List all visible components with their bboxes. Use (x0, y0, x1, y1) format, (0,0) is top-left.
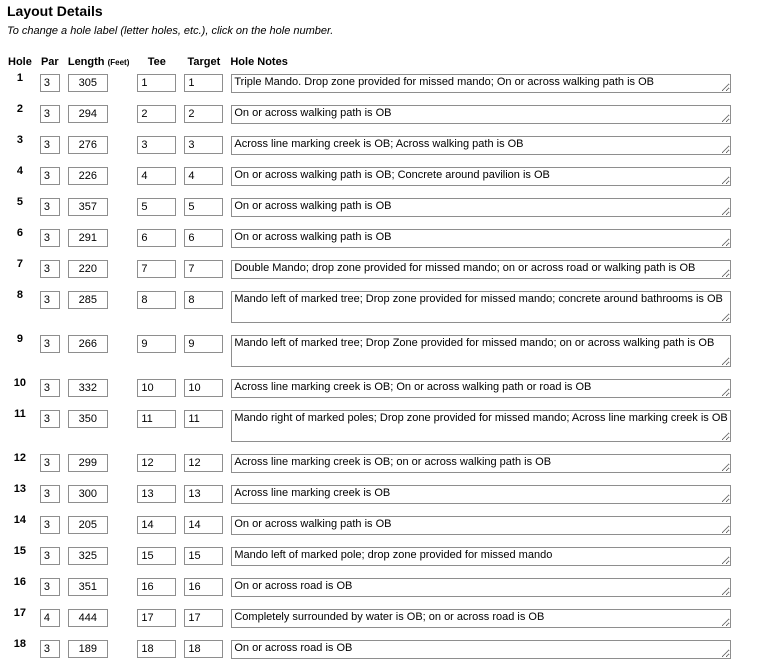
target-cell (180, 72, 227, 103)
notes-cell (227, 196, 735, 227)
target-input[interactable] (184, 335, 223, 353)
hole-number-cell (4, 134, 36, 165)
par-cell (36, 258, 64, 289)
hole-number-link[interactable]: 8 (16, 289, 23, 301)
target-input[interactable] (184, 454, 223, 472)
table-row (4, 333, 735, 377)
par-cell (36, 408, 64, 452)
par-input[interactable] (40, 229, 60, 247)
hole-notes-textarea[interactable] (231, 379, 731, 398)
hole-number-link[interactable]: 11 (14, 408, 26, 420)
notes-cell (227, 72, 735, 103)
hole-number-link[interactable]: 2 (16, 103, 23, 115)
tee-cell (133, 545, 180, 576)
hole-number-link[interactable]: 17 (13, 607, 27, 619)
tee-cell (133, 607, 180, 638)
target-input[interactable] (184, 136, 223, 154)
instructions-text: To change a hole label (letter holes, etc.), click on the hole number. (7, 25, 334, 37)
table-row (4, 196, 735, 227)
target-cell (180, 483, 227, 514)
hole-number-link[interactable]: 1 (16, 72, 23, 84)
tee-cell (133, 289, 180, 333)
table-row (4, 377, 735, 408)
par-input[interactable] (40, 291, 60, 309)
par-cell (36, 165, 64, 196)
tee-input[interactable] (137, 410, 176, 428)
length-cell (64, 72, 134, 103)
hole-notes-textarea[interactable] (231, 516, 731, 535)
par-input[interactable] (40, 167, 60, 185)
tee-input[interactable] (137, 485, 176, 503)
target-cell (180, 452, 227, 483)
length-cell (64, 258, 134, 289)
target-cell (180, 258, 227, 289)
hole-number-link[interactable]: 15 (13, 545, 27, 557)
table-row (4, 545, 735, 576)
target-input[interactable] (184, 198, 223, 216)
header-hole: Hole (8, 56, 32, 68)
length-input[interactable] (68, 547, 108, 565)
target-cell (180, 377, 227, 408)
tee-cell (133, 514, 180, 545)
hole-number-link[interactable]: 6 (16, 227, 23, 239)
length-cell (64, 545, 134, 576)
hole-number-link[interactable]: 3 (16, 134, 23, 146)
holes-table (4, 52, 735, 669)
par-input[interactable] (40, 335, 60, 353)
hole-notes-textarea[interactable] (231, 609, 731, 628)
par-input[interactable] (40, 640, 60, 658)
length-cell (64, 103, 134, 134)
tee-input[interactable] (137, 640, 176, 658)
hole-notes-textarea[interactable] (231, 229, 731, 248)
target-input[interactable] (184, 379, 223, 397)
tee-cell (133, 333, 180, 377)
hole-number-cell (4, 545, 36, 576)
par-cell (36, 452, 64, 483)
par-cell (36, 289, 64, 333)
notes-cell (227, 258, 735, 289)
tee-input[interactable] (137, 379, 176, 397)
table-row (4, 638, 735, 669)
hole-notes-textarea[interactable] (231, 260, 731, 279)
hole-number-link[interactable]: 18 (13, 638, 27, 650)
target-cell (180, 576, 227, 607)
length-input[interactable] (68, 335, 108, 353)
hole-number-cell (4, 377, 36, 408)
length-input[interactable] (68, 198, 108, 216)
par-cell (36, 333, 64, 377)
hole-notes-textarea[interactable] (231, 198, 731, 217)
target-cell (180, 289, 227, 333)
target-cell (180, 333, 227, 377)
length-cell (64, 165, 134, 196)
par-cell (36, 514, 64, 545)
tee-cell (133, 408, 180, 452)
table-row (4, 103, 735, 134)
par-cell (36, 377, 64, 408)
target-input[interactable] (184, 105, 223, 123)
hole-number-cell (4, 452, 36, 483)
hole-notes-textarea[interactable] (231, 74, 731, 93)
tee-cell (133, 227, 180, 258)
par-input[interactable] (40, 410, 60, 428)
par-input[interactable] (40, 547, 60, 565)
target-cell (180, 545, 227, 576)
hole-number-cell (4, 638, 36, 669)
target-input[interactable] (184, 516, 223, 534)
par-cell (36, 545, 64, 576)
target-input[interactable] (184, 640, 223, 658)
table-row (4, 576, 735, 607)
hole-number-cell (4, 72, 36, 103)
hole-number-cell (4, 514, 36, 545)
hole-number-cell (4, 196, 36, 227)
hole-number-link[interactable]: 4 (16, 165, 23, 177)
target-input[interactable] (184, 74, 223, 92)
hole-notes-textarea[interactable] (231, 167, 731, 186)
notes-cell (227, 483, 735, 514)
target-cell (180, 134, 227, 165)
par-input[interactable] (40, 485, 60, 503)
tee-cell (133, 258, 180, 289)
length-input[interactable] (68, 640, 108, 658)
tee-input[interactable] (137, 167, 176, 185)
tee-cell (133, 103, 180, 134)
length-cell (64, 638, 134, 669)
hole-notes-textarea[interactable] (231, 454, 731, 473)
par-input[interactable] (40, 105, 60, 123)
hole-number-cell (4, 576, 36, 607)
notes-cell (227, 638, 735, 669)
length-cell (64, 576, 134, 607)
par-cell (36, 134, 64, 165)
par-input[interactable] (40, 578, 60, 596)
par-cell (36, 103, 64, 134)
table-row (4, 289, 735, 333)
header-par: Par (40, 56, 59, 68)
header-row (4, 52, 735, 72)
hole-number-link[interactable]: 10 (13, 377, 27, 389)
length-cell (64, 607, 134, 638)
par-input[interactable] (40, 379, 60, 397)
tee-cell (133, 377, 180, 408)
par-cell (36, 227, 64, 258)
target-input[interactable] (184, 578, 223, 596)
target-input[interactable] (184, 229, 223, 247)
length-cell (64, 452, 134, 483)
notes-cell (227, 576, 735, 607)
hole-notes-textarea[interactable] (231, 578, 731, 597)
target-cell (180, 638, 227, 669)
hole-number-link[interactable]: 9 (16, 333, 23, 345)
hole-number-link[interactable]: 5 (16, 196, 23, 208)
par-cell (36, 72, 64, 103)
par-input[interactable] (40, 516, 60, 534)
length-cell (64, 134, 134, 165)
tee-input[interactable] (137, 74, 176, 92)
length-input[interactable] (68, 229, 108, 247)
target-input[interactable] (184, 167, 223, 185)
target-cell (180, 607, 227, 638)
hole-notes-textarea[interactable] (231, 105, 731, 124)
tee-input[interactable] (137, 335, 176, 353)
notes-cell (227, 134, 735, 165)
table-row (4, 227, 735, 258)
hole-number-cell (4, 333, 36, 377)
notes-cell (227, 227, 735, 258)
table-row (4, 483, 735, 514)
par-cell (36, 638, 64, 669)
length-input[interactable] (68, 410, 108, 428)
hole-number-link[interactable]: 12 (13, 452, 27, 464)
hole-number-cell (4, 483, 36, 514)
header-length-label: Length (67, 56, 105, 68)
hole-notes-textarea[interactable] (231, 335, 731, 367)
page-title: Layout Details (7, 3, 103, 19)
header-notes: Hole Notes (230, 56, 288, 68)
hole-number-link[interactable]: 14 (13, 514, 27, 526)
length-cell (64, 227, 134, 258)
length-input[interactable] (68, 454, 108, 472)
tee-input[interactable] (137, 609, 176, 627)
hole-number-cell (4, 227, 36, 258)
target-input[interactable] (184, 260, 223, 278)
length-input[interactable] (68, 74, 108, 92)
tee-cell (133, 638, 180, 669)
length-input[interactable] (68, 291, 108, 309)
tee-cell (133, 72, 180, 103)
length-input[interactable] (68, 105, 108, 123)
tee-input[interactable] (137, 260, 176, 278)
holes-body (4, 72, 735, 669)
hole-number-link[interactable]: 16 (13, 576, 27, 588)
length-input[interactable] (68, 516, 108, 534)
hole-notes-textarea[interactable] (231, 640, 731, 659)
hole-number-cell (4, 165, 36, 196)
tee-input[interactable] (137, 516, 176, 534)
header-length (64, 52, 134, 72)
notes-cell (227, 333, 735, 377)
table-row (4, 452, 735, 483)
length-input[interactable] (68, 609, 108, 627)
target-input[interactable] (184, 291, 223, 309)
notes-cell (227, 408, 735, 452)
hole-notes-textarea[interactable] (231, 291, 731, 323)
tee-input[interactable] (137, 136, 176, 154)
notes-cell (227, 103, 735, 134)
hole-number-cell (4, 607, 36, 638)
tee-cell (133, 196, 180, 227)
target-cell (180, 196, 227, 227)
tee-input[interactable] (137, 578, 176, 596)
target-input[interactable] (184, 410, 223, 428)
hole-number-cell (4, 103, 36, 134)
notes-cell (227, 377, 735, 408)
target-cell (180, 514, 227, 545)
table-row (4, 134, 735, 165)
length-cell (64, 514, 134, 545)
target-cell (180, 227, 227, 258)
tee-cell (133, 452, 180, 483)
notes-cell (227, 545, 735, 576)
hole-notes-textarea[interactable] (231, 485, 731, 504)
tee-input[interactable] (137, 291, 176, 309)
table-row (4, 72, 735, 103)
notes-cell (227, 452, 735, 483)
length-cell (64, 196, 134, 227)
par-input[interactable] (40, 198, 60, 216)
target-cell (180, 165, 227, 196)
table-row (4, 165, 735, 196)
tee-cell (133, 134, 180, 165)
hole-number-link[interactable]: 13 (13, 483, 27, 495)
table-row (4, 258, 735, 289)
hole-number-link[interactable]: 7 (16, 258, 23, 270)
notes-cell (227, 165, 735, 196)
tee-cell (133, 576, 180, 607)
par-cell (36, 196, 64, 227)
length-cell (64, 483, 134, 514)
hole-notes-textarea[interactable] (231, 547, 731, 566)
hole-notes-textarea[interactable] (231, 136, 731, 155)
par-input[interactable] (40, 454, 60, 472)
notes-cell (227, 514, 735, 545)
tee-input[interactable] (137, 229, 176, 247)
table-row (4, 607, 735, 638)
header-length-unit: (Feet) (107, 58, 130, 67)
length-input[interactable] (68, 136, 108, 154)
target-cell (180, 408, 227, 452)
length-input[interactable] (68, 578, 108, 596)
length-input[interactable] (68, 167, 108, 185)
tee-input[interactable] (137, 105, 176, 123)
target-cell (180, 103, 227, 134)
length-input[interactable] (68, 485, 108, 503)
par-input[interactable] (40, 74, 60, 92)
target-input[interactable] (184, 485, 223, 503)
par-cell (36, 607, 64, 638)
notes-cell (227, 607, 735, 638)
par-cell (36, 576, 64, 607)
notes-cell (227, 289, 735, 333)
par-input[interactable] (40, 260, 60, 278)
tee-input[interactable] (137, 547, 176, 565)
par-input[interactable] (40, 609, 60, 627)
par-input[interactable] (40, 136, 60, 154)
tee-input[interactable] (137, 454, 176, 472)
length-input[interactable] (68, 260, 108, 278)
length-cell (64, 289, 134, 333)
target-input[interactable] (184, 547, 223, 565)
length-cell (64, 377, 134, 408)
header-tee: Tee (147, 56, 166, 68)
length-cell (64, 408, 134, 452)
par-cell (36, 483, 64, 514)
tee-cell (133, 165, 180, 196)
hole-number-cell (4, 408, 36, 452)
table-row (4, 514, 735, 545)
header-target: Target (187, 56, 221, 68)
target-input[interactable] (184, 609, 223, 627)
tee-input[interactable] (137, 198, 176, 216)
hole-number-cell (4, 289, 36, 333)
length-cell (64, 333, 134, 377)
length-input[interactable] (68, 379, 108, 397)
hole-notes-textarea[interactable] (231, 410, 731, 442)
table-row (4, 408, 735, 452)
tee-cell (133, 483, 180, 514)
hole-number-cell (4, 258, 36, 289)
